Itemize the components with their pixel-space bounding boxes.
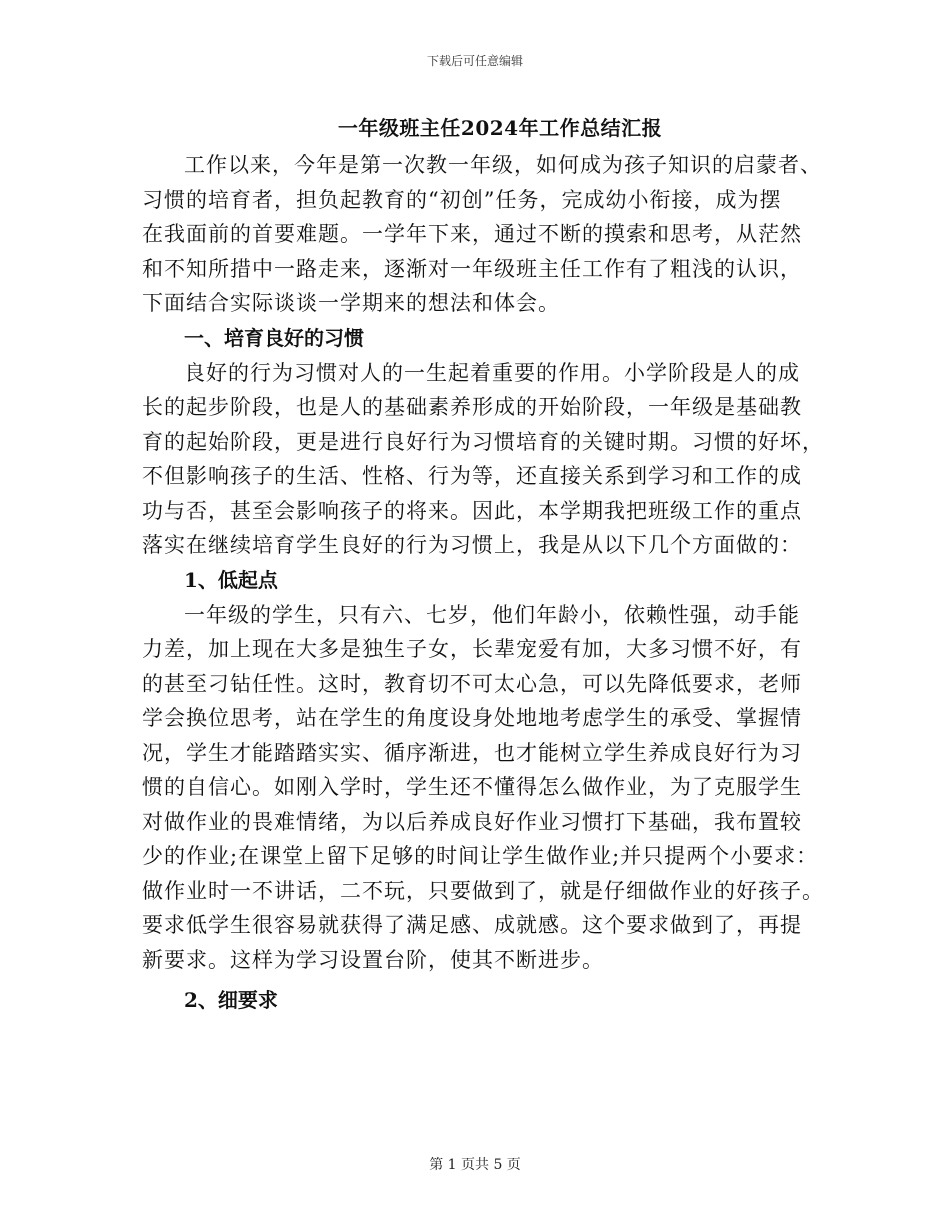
section1-line: 长的起步阶段，也是人的基础素养形成的开始阶段，一年级是基础教 (142, 395, 802, 419)
sub1-line: 况，学生才能踏踏实实、循序渐进，也才能树立学生养成良好行为习 (142, 740, 802, 765)
sub1-line: 一年级的学生，只有六、七岁，他们年龄小，依赖性强，动手能 (184, 602, 800, 627)
intro-line: 在我面前的首要难题。一学年下来，通过不断的摸索和思考，从茫然 (142, 222, 802, 246)
sub1-line: 学会换位思考，站在学生的角度设身处地地考虑学生的承受、掌握情 (142, 706, 802, 730)
subsection-heading: 2、细要求 (184, 988, 278, 1012)
sub1-line: 的甚至刁钻任性。这时，教育切不可太心急，可以先降低要求，老师 (142, 671, 802, 696)
sub1-line: 要求低学生很容易就获得了满足感、成就感。这个要求做到了，再提 (142, 913, 802, 937)
section1-line: 育的起始阶段，更是进行良好行为习惯培育的关键时期。习惯的好坏， (142, 429, 824, 454)
sub1-line: 新要求。这样为学习设置台阶，使其不断进步。 (142, 947, 604, 972)
intro-line: 工作以来，今年是第一次教一年级，如何成为孩子知识的启蒙者、 (184, 153, 822, 177)
section1-line: 功与否，甚至会影响孩子的将来。因此，本学期我把班级工作的重点 (142, 498, 802, 523)
subsection-heading: 1、低起点 (184, 567, 278, 592)
intro-line: 和不知所措中一路走来，逐渐对一年级班主任工作有了粗浅的认识， (142, 256, 802, 281)
document-body (142, 148, 824, 1018)
sub1-line: 惯的自信心。如刚入学时，学生还不懂得怎么做作业，为了克服学生 (142, 775, 802, 799)
header-note: 下载后可任意编辑 (426, 54, 523, 68)
page-footer: 第 1 页共 5 页 (429, 1157, 521, 1173)
sub1-line: 少的作业;在课堂上留下足够的时间让学生做作业;并只提两个小要求： (142, 844, 819, 868)
intro-line: 下面结合实际谈谈一学期来的想法和体会。 (142, 291, 560, 315)
intro-line: 习惯的培育者，担负起教育的“初创”任务，完成幼小衔接，成为摆 (142, 187, 782, 212)
document-title: 一年级班主任2024年工作总结汇报 (337, 116, 663, 140)
sub1-line: 力差，加上现在大多是独生子女，长辈宠爱有加，大多习惯不好，有 (142, 637, 802, 661)
section1-line: 不但影响孩子的生活、性格、行为等，还直接关系到学习和工作的成 (142, 464, 802, 488)
section-heading: 一、培育良好的习惯 (184, 325, 364, 350)
section1-line: 落实在继续培育学生良好的行为习惯上，我是从以下几个方面做的： (142, 533, 802, 557)
section1-line: 良好的行为习惯对人的一生起着重要的作用。小学阶段是人的成 (184, 360, 800, 385)
sub1-line: 做作业时一不讲话，二不玩，只要做到了，就是仔细做作业的好孩子。 (142, 878, 824, 903)
sub1-line: 对做作业的畏难情绪，为以后养成良好作业习惯打下基础，我布置较 (142, 809, 802, 834)
